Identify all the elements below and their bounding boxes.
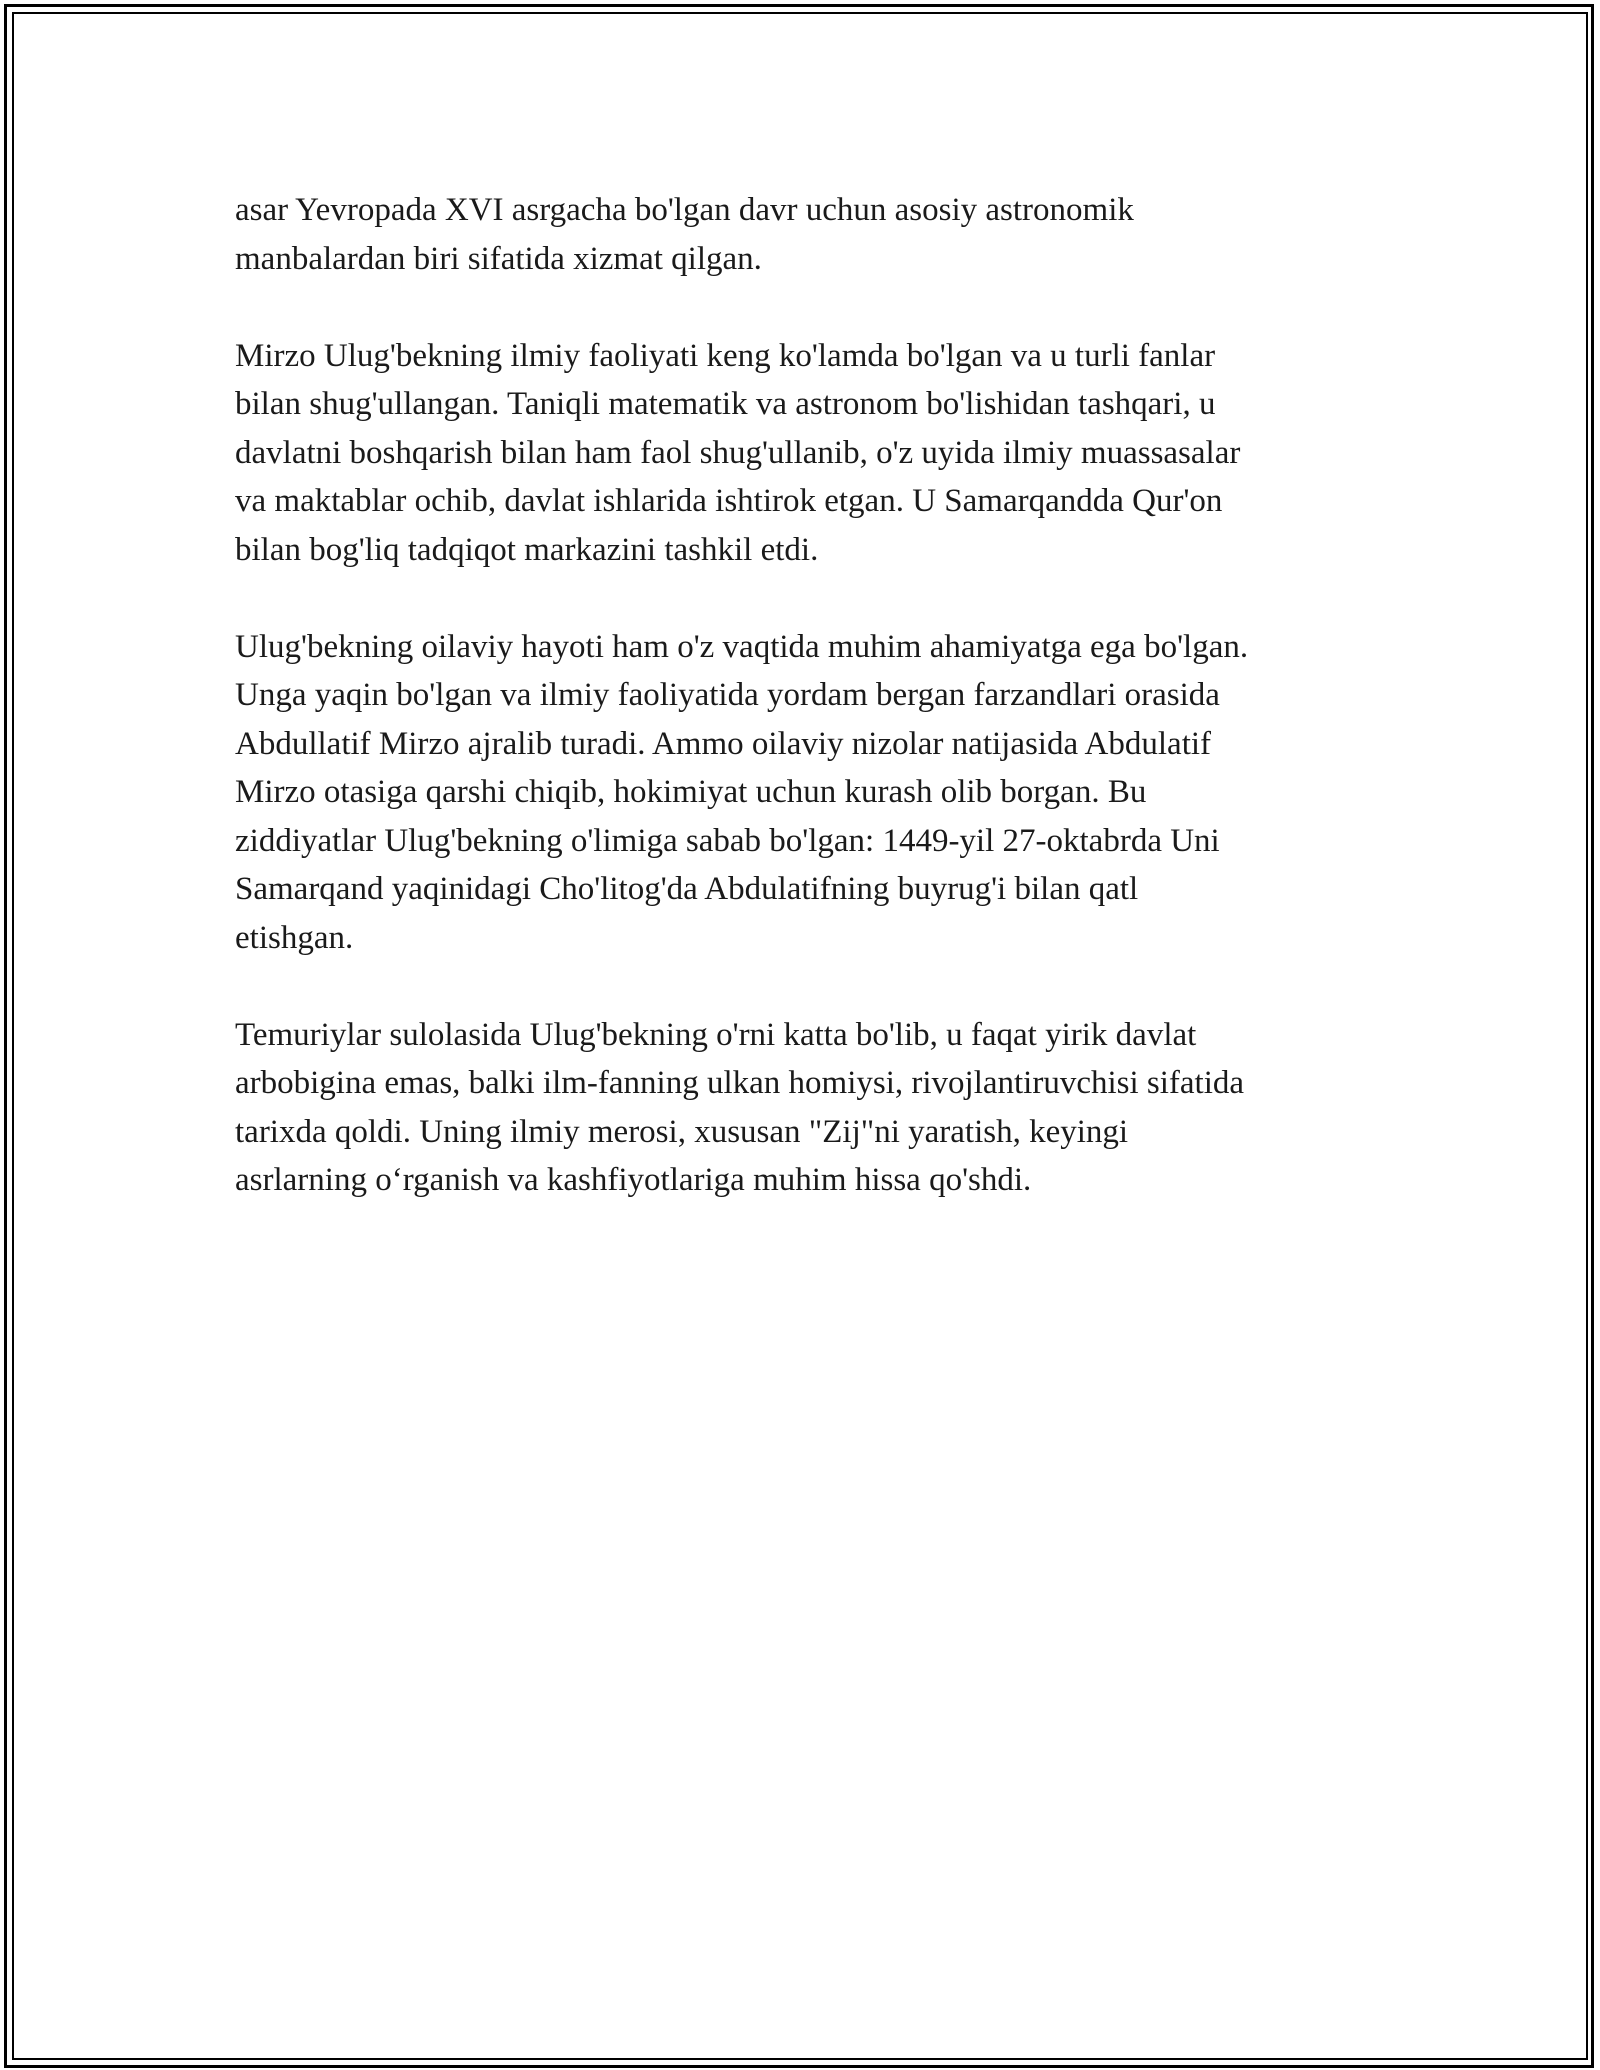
text-line: asar Yevropada XVI asrgacha bo'lgan davr uchun asosiy astronomik (235, 192, 1134, 228)
text-line: bilan bog'liq tadqiqot markazini tashkil etdi. (235, 531, 819, 568)
text-line: asrlarning o‘rganish va kashfiyotlariga muhim hissa qo'shdi. (235, 1162, 1032, 1198)
text-line: va maktablar ochib, davlat ishlarida ishtirok etgan. U Samarqandda Qur'on (235, 483, 1223, 519)
text-line: bilan shug'ullangan. Taniqli matematik va astronom bo'lishidan tashqari, u (235, 386, 1216, 422)
text-line: ziddiyatlar Ulug'bekning o'limiga sabab bo'lgan: 1449-yil 27-oktabrda Uni (235, 822, 1220, 859)
paragraph-1 (235, 186, 1375, 283)
document-body (235, 186, 1375, 1253)
text-line: Temuriylar sulolasida Ulug'bekning o'rni katta bo'lib, u faqat yirik davlat (235, 1016, 1197, 1053)
paragraph-4 (235, 1011, 1375, 1205)
text-line: Abdullatif Mirzo ajralib turadi. Ammo oilaviy nizolar natijasida Abdulatif (235, 725, 1212, 762)
text-line: Unga yaqin bo'lgan va ilmiy faoliyatida yordam bergan farzandlari orasida (235, 677, 1220, 713)
text-line: Mirzo Ulug'bekning ilmiy faoliyati keng ko'lamda bo'lgan va u turli fanlar (235, 337, 1216, 374)
text-line: davlatni boshqarish bilan ham faol shug'ullanib, o'z uyida ilmiy muassasalar (235, 434, 1241, 471)
text-line: etishgan. (235, 919, 354, 956)
paragraph-2 (235, 332, 1375, 575)
text-line: tarixda qoldi. Uning ilmiy merosi, xususan "Zij"ni yaratish, keyingi (235, 1113, 1129, 1150)
text-line: manbalardan biri sifatida xizmat qilgan. (235, 240, 762, 277)
text-line: Mirzo otasiga qarshi chiqib, hokimiyat uchun kurash olib borgan. Bu (235, 774, 1147, 810)
text-line: Ulug'bekning oilaviy hayoti ham o'z vaqtida muhim ahamiyatga ega bo'lgan. (235, 628, 1249, 665)
text-line: Samarqand yaqinidagi Cho'litog'da Abdulatifning buyrug'i bilan qatl (235, 871, 1139, 907)
text-line: arbobigina emas, balki ilm-fanning ulkan homiysi, rivojlantiruvchisi sifatida (235, 1065, 1245, 1101)
paragraph-3 (235, 623, 1375, 963)
